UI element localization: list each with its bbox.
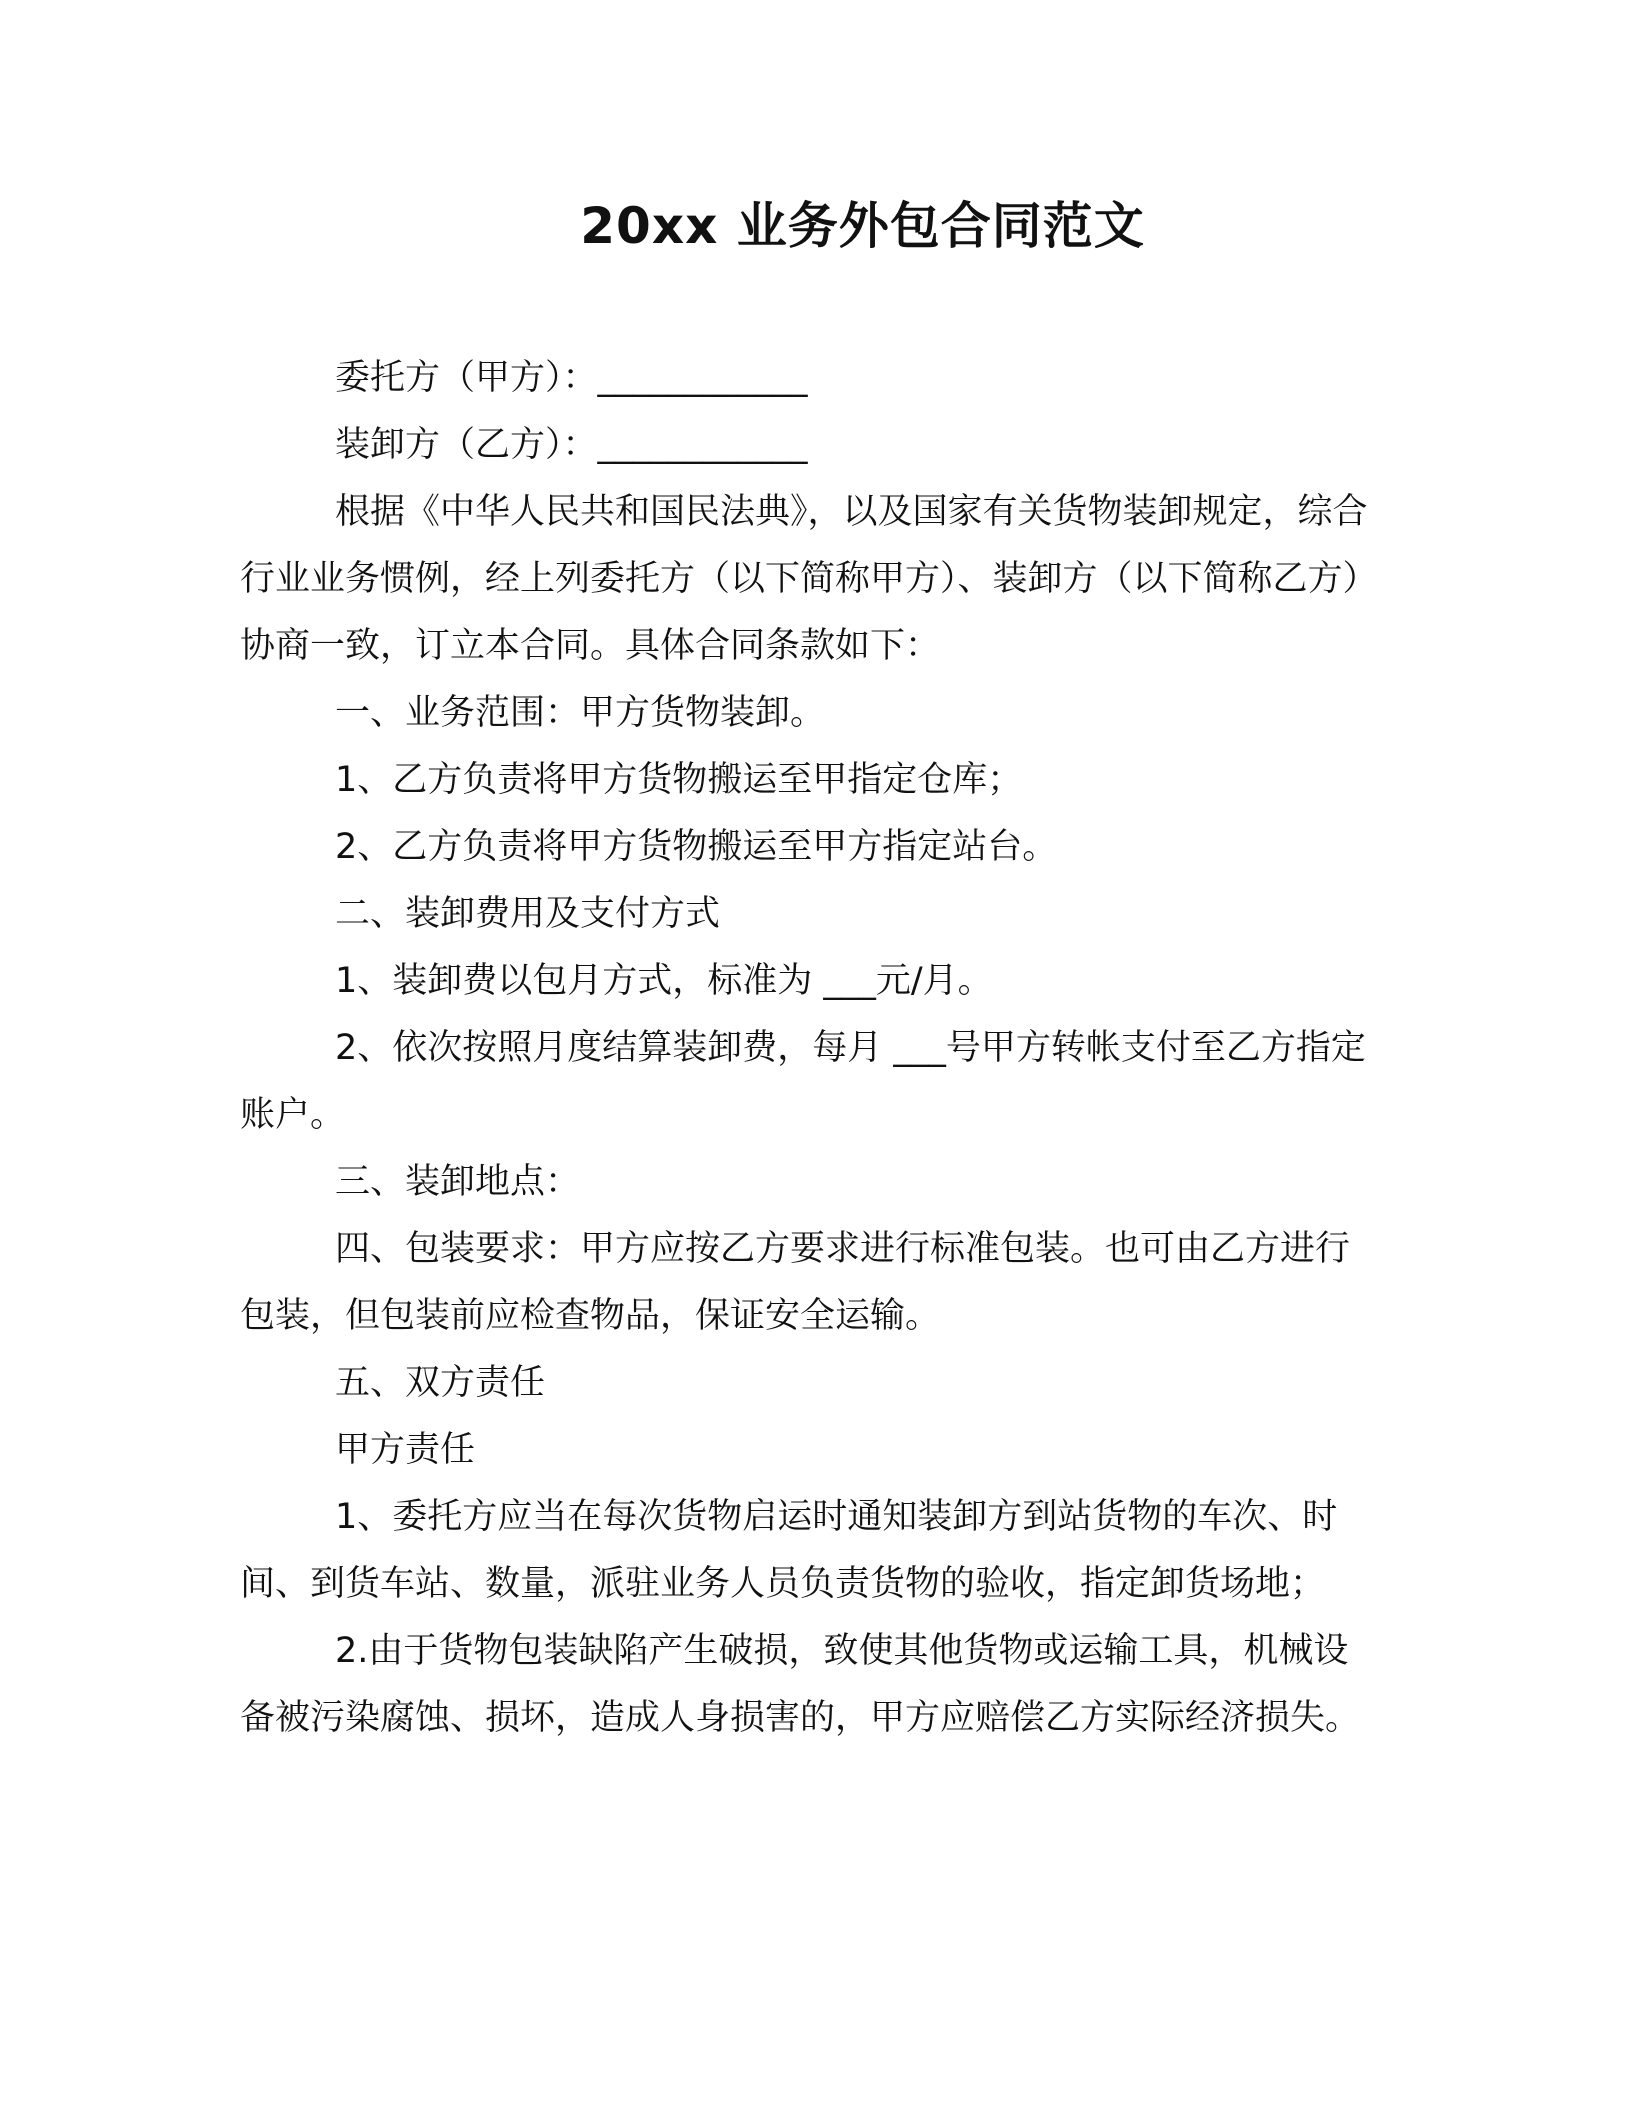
section-1-item-2: 2、乙方负责将甲方货物搬运至甲方指定站台。 [335, 827, 1058, 867]
section-3-heading: 三、装卸地点： [335, 1162, 581, 1202]
section-1-heading: 一、业务范围：甲方货物装卸。 [335, 693, 826, 733]
intro-paragraph: 根据《中华人民共和国民法典》，以及国家有关货物装卸规定，综合行业业务惯例，经上列委托方（以下简称甲方）、装卸方（以下简称乙方）协商一致，订立本合同。具体合同条款如下： [240, 492, 1368, 666]
section-2-item-1: 1、装卸费以包月方式，标准为 ___元/月。 [335, 961, 993, 1001]
section-4-paragraph: 四、包装要求：甲方应按乙方要求进行标准包装。也可由乙方进行包装，但包装前应检查物品，保证安全运输。 [240, 1229, 1351, 1336]
section-5-heading: 五、双方责任 [335, 1363, 546, 1403]
party-b-line: 装卸方（乙方）：____________ [335, 425, 808, 465]
responsibility-item-2: 2.由于货物包装缺陷产生破损，致使其他货物或运输工具，机械设备被污染腐蚀、损坏，造成人身损害的，甲方应赔偿乙方实际经济损失。 [240, 1631, 1361, 1738]
document-title: 20xx 业务外包合同范文 [580, 197, 1145, 255]
section-2-heading: 二、装卸费用及支付方式 [335, 894, 721, 934]
responsibility-item-1: 1、委托方应当在每次货物启运时通知装卸方到站货物的车次、时间、到货车站、数量，派驻业务人员负责货物的验收，指定卸货场地； [240, 1497, 1338, 1604]
party-a-line: 委托方（甲方）：____________ [335, 358, 808, 398]
section-1-item-1: 1、乙方负责将甲方货物搬运至甲指定仓库； [335, 760, 1023, 800]
party-a-responsibility-heading: 甲方责任 [335, 1430, 476, 1470]
section-2-item-2: 2、依次按照月度结算装卸费，每月 ___号甲方转帐支付至乙方指定账户。 [240, 1028, 1366, 1135]
document-body [240, 345, 1376, 1752]
